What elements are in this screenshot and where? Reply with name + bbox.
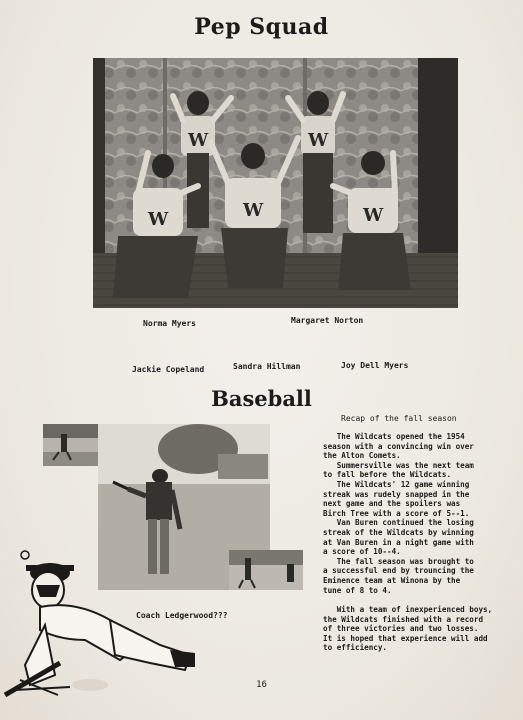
- closing-line: to efficiency.: [323, 643, 388, 653]
- closing-line: the Wildcats finished with a record: [323, 614, 484, 624]
- pep-squad-photo-graphic: [93, 58, 458, 308]
- baseball-photo-small-2-graphic: [229, 550, 303, 590]
- svg-text:W: W: [363, 205, 384, 226]
- recap-line: a score of 10--4.: [323, 547, 401, 557]
- caption-name: Joy Dell Myers: [341, 361, 409, 370]
- closing-line: of three victories and two losses.: [323, 624, 479, 634]
- recap-line: the Alton Comets.: [323, 451, 401, 461]
- recap-line: season with a convincing win over: [323, 441, 474, 451]
- recap-line: The Wildcats opened the 1954: [323, 432, 465, 441]
- recap-line: streak was rudely snapped in the: [323, 489, 470, 499]
- paragraph-gap: [323, 595, 519, 605]
- recap-heading: Recap of the fall season: [341, 414, 457, 423]
- recap-line: tune of 8 to 4.: [323, 585, 392, 595]
- recap-line: at Van Buren in a night game with: [323, 537, 474, 547]
- recap-line: streak of the Wildcats by winning: [323, 527, 474, 537]
- recap-line: Summersville was the next team: [323, 460, 474, 470]
- baseball-title: Baseball: [211, 386, 312, 411]
- recap-line: next game and the spoilers was: [323, 499, 461, 509]
- recap-line: to fall before the Wildcats.: [323, 470, 452, 480]
- baseball-photo-small-2: [229, 550, 303, 590]
- recap-body: [323, 432, 519, 653]
- svg-text:W: W: [148, 209, 169, 230]
- recap-line: Eminence team at Winona by the: [323, 575, 461, 585]
- caption-name: Jackie Copeland: [132, 365, 205, 374]
- recap-line: Birch Tree with a score of 5--1.: [323, 508, 470, 518]
- caption-name: Norma Myers: [143, 319, 196, 328]
- closing-line: It is hoped that experience will add: [323, 633, 488, 643]
- closing-line: With a team of inexperienced boys,: [323, 605, 493, 615]
- svg-text:W: W: [243, 200, 264, 221]
- caption-name: Margaret Norton: [291, 316, 364, 325]
- recap-line: The Wildcats' 12 game winning: [323, 479, 470, 489]
- pep-squad-photo: [93, 58, 458, 308]
- page-number: 16: [256, 680, 267, 690]
- svg-text:W: W: [188, 130, 209, 151]
- caption-name: Sandra Hillman: [233, 362, 301, 371]
- svg-text:W: W: [308, 130, 329, 151]
- recap-line: a successful end by trouncing the: [323, 566, 474, 576]
- coach-caption: Coach Ledgerwood???: [136, 611, 228, 620]
- recap-line: Van Buren continued the losing: [323, 518, 474, 528]
- pep-squad-title: Pep Squad: [194, 14, 329, 40]
- recap-line: The fall season was brought to: [323, 556, 474, 566]
